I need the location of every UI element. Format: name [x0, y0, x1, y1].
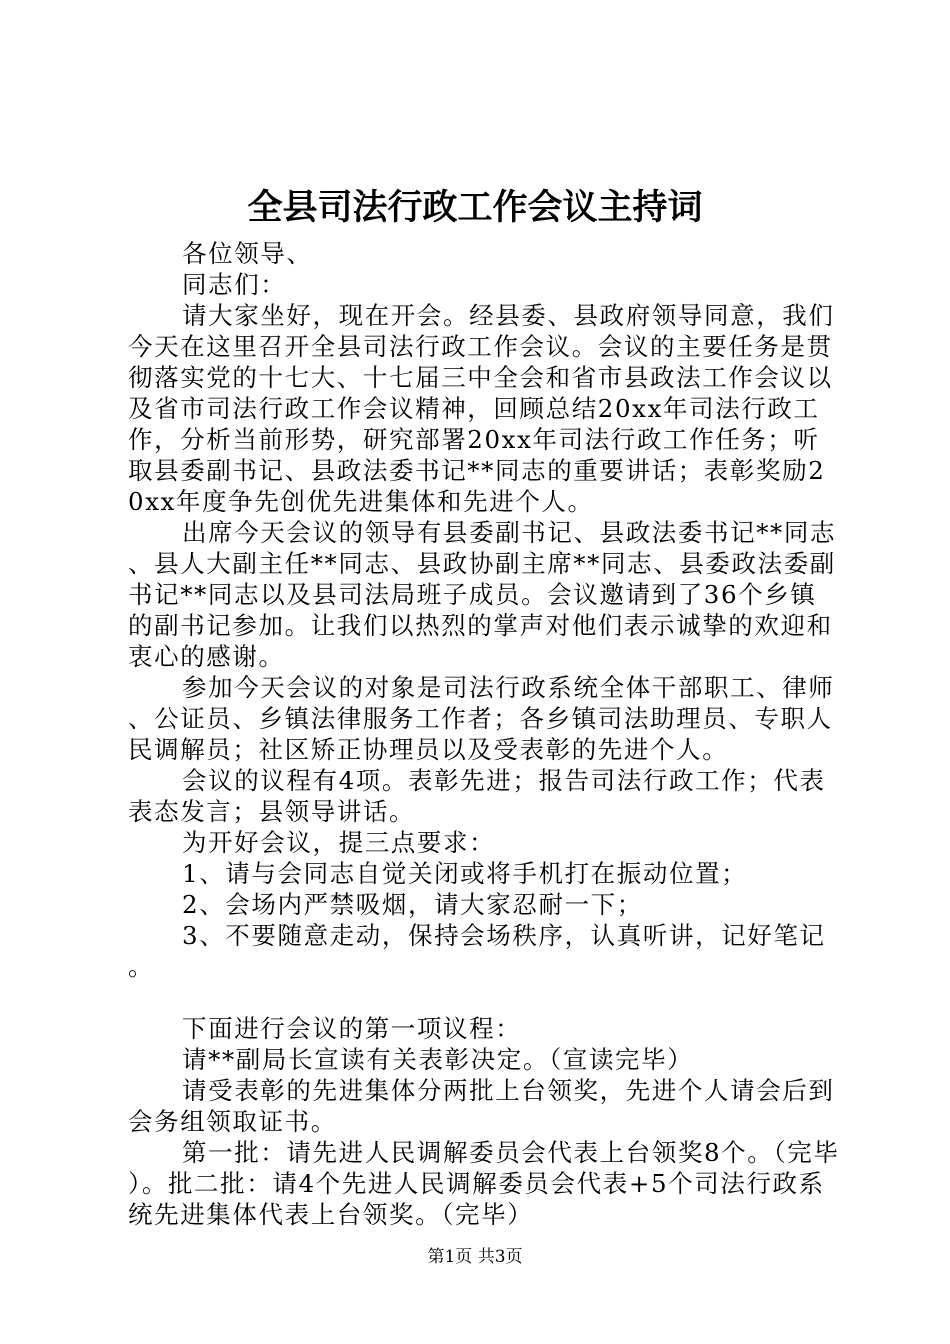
requirement-item-1: 1、请与会同志自觉关闭或将手机打在振动位置； [182, 859, 748, 888]
paragraph-opening: 请大家坐好，现在开会。经县委、县政府领导同意，我们今天在这里召开全县司法行政工作会议。会议的主要任务是贯彻落实党的十七大、十七届三中全会和省市县政法工作会议以及省市司法行政工作会议精神，回顾总结20xx年司法行政工作，分析当前形势，研究部署20xx年司法行政工作任务；听取县委副书记、县政法委书记**同志的重要讲话；表彰奖励20xx年度争先创优先进集体和先进个人。 [128, 301, 835, 516]
paragraph-attendees: 参加今天会议的对象是司法行政系统全体干部职工、律师、公证员、乡镇法律服务工作者；各乡镇司法助理员、专职人民调解员；社区矫正协理员以及受表彰的先进个人。 [128, 673, 835, 764]
paragraph-greeting-comrades: 同志们： [182, 270, 287, 299]
document-body [128, 238, 840, 1230]
requirement-item-2: 2、会场内严禁吸烟，请大家忍耐一下； [182, 890, 643, 919]
document-title: 全县司法行政工作会议主持词 [247, 187, 703, 228]
paragraph-agenda: 会议的议程有4项。表彰先进；报告司法行政工作；代表表态发言；县领导讲话。 [128, 766, 826, 826]
requirement-item-3: 3、不要随意走动，保持会场秩序，认真听讲，记好笔记。 [128, 921, 826, 981]
page-number: 第1页 共3页 [427, 1247, 523, 1267]
paragraph-award-batches: 第一批：请先进人民调解委员会代表上台领奖8个。（完毕）。批二批：请4个先进人民调解委员会代表+5个司法行政系统先进集体代表上台领奖。（完毕） [128, 1138, 840, 1229]
paragraph-requirements-intro: 为开好会议，提三点要求： [182, 828, 496, 857]
paragraph-read-decision: 请**副局长宣读有关表彰决定。（宣读完毕） [182, 1045, 694, 1074]
blank-line [128, 982, 840, 1013]
paragraph-first-agenda-item: 下面进行会议的第一项议程： [182, 1014, 522, 1043]
paragraph-greeting-leaders: 各位领导、 [182, 239, 313, 268]
paragraph-attendees-leaders: 出席今天会议的领导有县委副书记、县政法委书记**同志、县人大副主任**同志、县政协副主席**同志、县委政法委副书记**同志以及县司法局班子成员。会议邀请到了36个乡镇的副书记参加。让我们以热烈的掌声对他们表示诚挚的欢迎和衷心的感谢。 [128, 518, 837, 671]
paragraph-award-instructions: 请受表彰的先进集体分两批上台领奖，先进个人请会后到会务组领取证书。 [128, 1076, 835, 1136]
